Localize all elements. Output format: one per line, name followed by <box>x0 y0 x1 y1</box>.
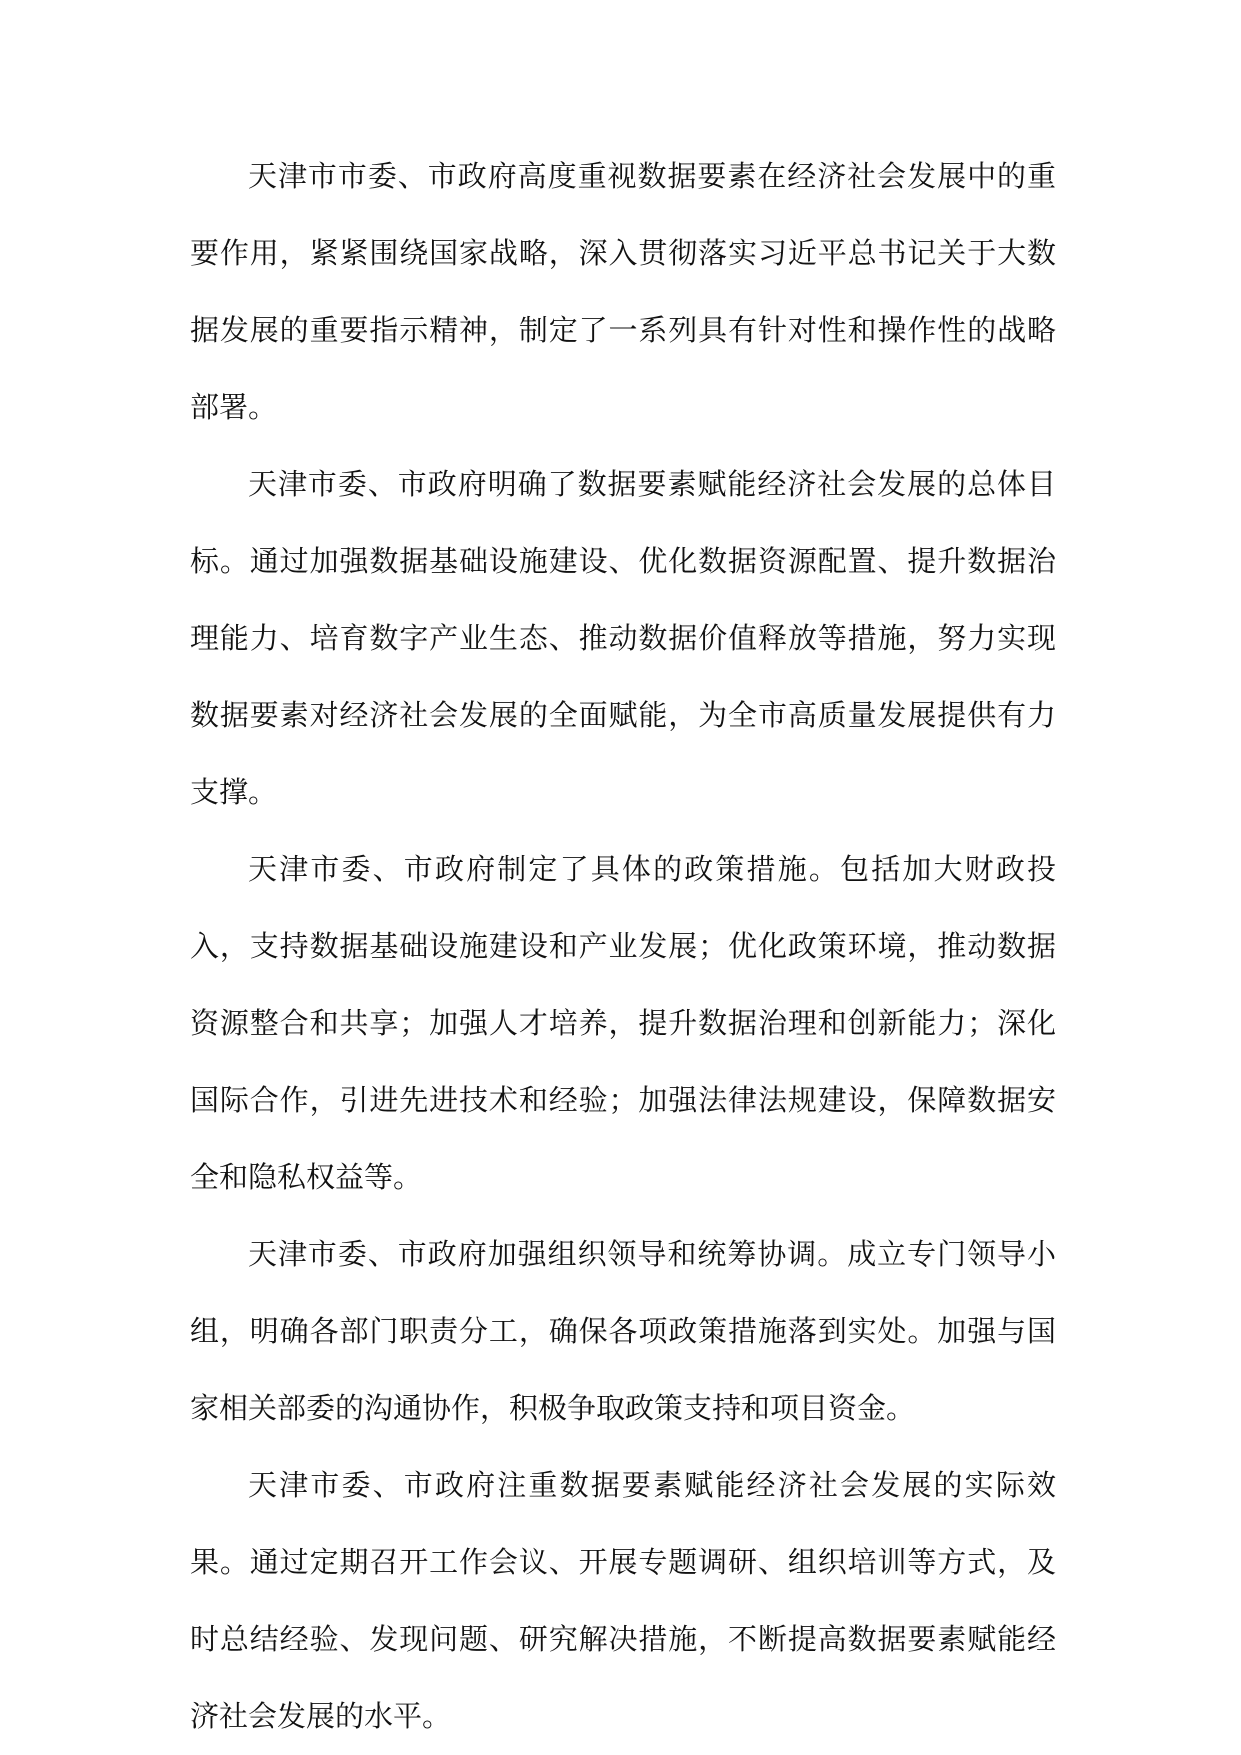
paragraph-1: 天津市市委、市政府高度重视数据要素在经济社会发展中的重要作用，紧紧围绕国家战略，深入贯彻落实习近平总书记关于大数据发展的重要指示精神，制定了一系列具有针对性和操作性的战略部署。 <box>190 159 1056 424</box>
paragraph-4: 天津市委、市政府加强组织领导和统筹协调。成立专门领导小组，明确各部门职责分工，确保各项政策措施落到实处。加强与国家相关部委的沟通协作，积极争取政策支持和项目资金。 <box>190 1237 1056 1425</box>
paragraph-5: 天津市委、市政府注重数据要素赋能经济社会发展的实际效果。通过定期召开工作会议、开展专题调研、组织培训等方式，及时总结经验、发现问题、研究解决措施，不断提高数据要素赋能经济社会发展的水平。 <box>190 1468 1056 1733</box>
paragraph-2: 天津市委、市政府明确了数据要素赋能经济社会发展的总体目标。通过加强数据基础设施建设、优化数据资源配置、提升数据治理能力、培育数字产业生态、推动数据价值释放等措施，努力实现数据要素对经济社会发展的全面赋能，为全市高质量发展提供有力支撑。 <box>190 467 1056 809</box>
document-body <box>190 138 1056 1755</box>
paragraph-3: 天津市委、市政府制定了具体的政策措施。包括加大财政投入，支持数据基础设施建设和产业发展；优化政策环境，推动数据资源整合和共享；加强人才培养，提升数据治理和创新能力；深化国际合作，引进先进技术和经验；加强法律法规建设，保障数据安全和隐私权益等。 <box>190 852 1056 1194</box>
